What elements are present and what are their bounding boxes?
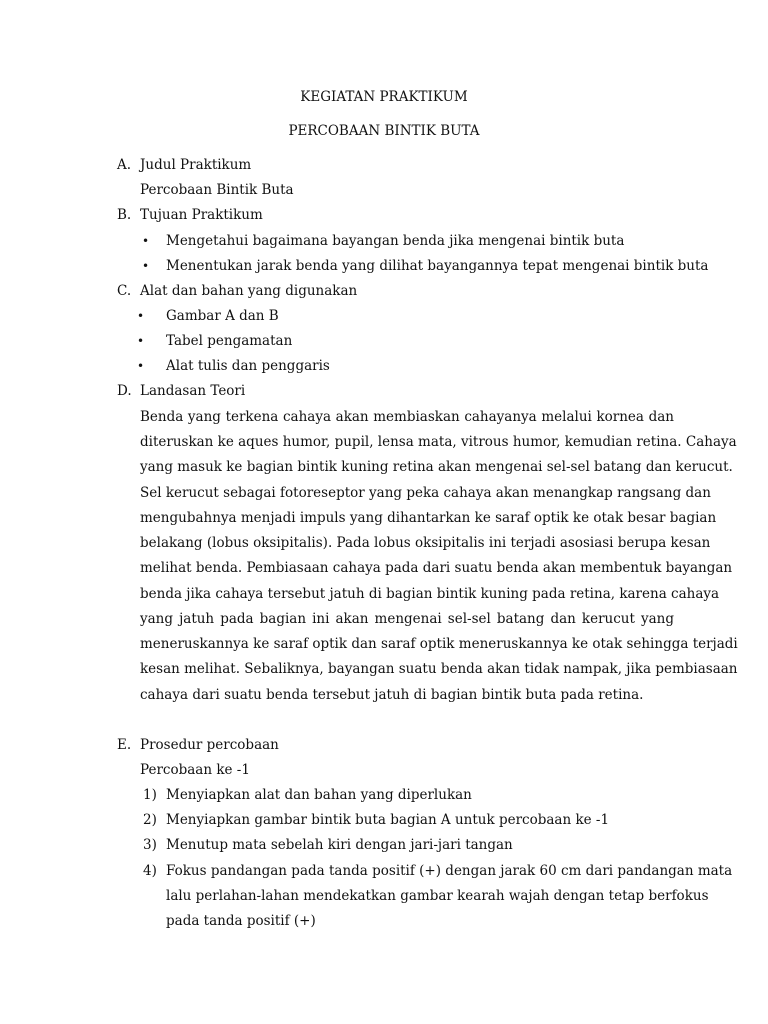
- paragraph-line: diteruskan ke aques humor, pupil, lensa mata, vitrous humor, kemudian retina. Cahaya: [140, 434, 737, 450]
- section-c-letter: C.: [117, 283, 132, 299]
- section-c-heading: Alat dan bahan yang digunakan: [140, 283, 358, 299]
- step-text: pada tanda positif (+): [166, 913, 316, 929]
- section-b-heading: Tujuan Praktikum: [140, 207, 263, 223]
- paragraph-line: mengubahnya menjadi impuls yang dihantarkan ke saraf optik ke otak besar bagian: [140, 510, 717, 526]
- bullet-icon: •: [137, 359, 145, 373]
- bullet-icon: •: [142, 234, 150, 248]
- bullet-icon: •: [137, 309, 145, 323]
- step-number: 2): [143, 812, 157, 828]
- section-b-letter: B.: [117, 207, 132, 223]
- paragraph-line: belakang (lobus oksipitalis). Pada lobus oksipitalis ini terjadi asosiasi berupa kesan: [140, 535, 711, 551]
- section-a-heading: Judul Praktikum: [140, 157, 252, 173]
- step-text: Menutup mata sebelah kiri dengan jari-jari tangan: [166, 837, 513, 853]
- step-text: lalu perlahan-lahan mendekatkan gambar kearah wajah dengan tetap berfokus: [166, 888, 709, 904]
- paragraph-line: Sel kerucut sebagai fotoreseptor yang peka cahaya akan menangkap rangsang dan: [140, 485, 711, 501]
- paragraph-line: kesan melihat. Sebaliknya, bayangan suatu benda akan tidak nampak, jika pembiasaan: [140, 661, 738, 677]
- step-number: 4): [143, 863, 157, 879]
- bullet-icon: •: [142, 259, 150, 273]
- step-text: Fokus pandangan pada tanda positif (+) dengan jarak 60 cm dari pandangan mata: [166, 863, 733, 879]
- step-text: Menyiapkan alat dan bahan yang diperlukan: [166, 787, 472, 803]
- page-subtitle: PERCOBAAN BINTIK BUTA: [288, 123, 480, 139]
- step-number: 3): [143, 837, 157, 853]
- paragraph-line: benda jika cahaya tersebut jatuh di bagian bintik kuning pada retina, karena cahaya: [140, 586, 720, 602]
- paragraph-line: yang masuk ke bagian bintik kuning retina akan mengenai sel-sel batang dan kerucut.: [140, 459, 733, 475]
- section-d-letter: D.: [117, 383, 132, 399]
- section-a-letter: A.: [117, 157, 132, 173]
- section-a-content: Percobaan Bintik Buta: [140, 182, 294, 198]
- section-e-heading: Prosedur percobaan: [140, 737, 279, 753]
- list-item: Gambar A dan B: [166, 308, 279, 324]
- paragraph-line: meneruskannya ke saraf optik dan saraf optik meneruskannya ke otak sehingga terjadi: [140, 636, 738, 652]
- step-text: Menyiapkan gambar bintik buta bagian A untuk percobaan ke -1: [166, 812, 610, 828]
- paragraph-line: melihat benda. Pembiasaan cahaya pada dari suatu benda akan membentuk bayangan: [140, 560, 733, 576]
- list-item: Alat tulis dan penggaris: [166, 358, 330, 374]
- section-d-heading: Landasan Teori: [140, 383, 246, 399]
- bullet-icon: •: [137, 334, 145, 348]
- list-item: Tabel pengamatan: [166, 333, 293, 349]
- paragraph-line: yang jatuh pada bagian ini akan mengenai sel-sel batang dan kerucut yang: [140, 611, 674, 627]
- list-item: Mengetahui bagaimana bayangan benda jika mengenai bintik buta: [166, 233, 625, 249]
- paragraph-line: cahaya dari suatu benda tersebut jatuh di bagian bintik buta pada retina.: [140, 687, 644, 703]
- section-e-letter: E.: [117, 737, 132, 753]
- paragraph-line: Benda yang terkena cahaya akan membiaskan cahayanya melalui kornea dan: [140, 409, 674, 425]
- step-number: 1): [143, 787, 157, 803]
- page-title: KEGIATAN PRAKTIKUM: [300, 89, 468, 105]
- list-item: Menentukan jarak benda yang dilihat bayangannya tepat mengenai bintik buta: [166, 258, 709, 274]
- section-e-subheading: Percobaan ke -1: [140, 762, 250, 778]
